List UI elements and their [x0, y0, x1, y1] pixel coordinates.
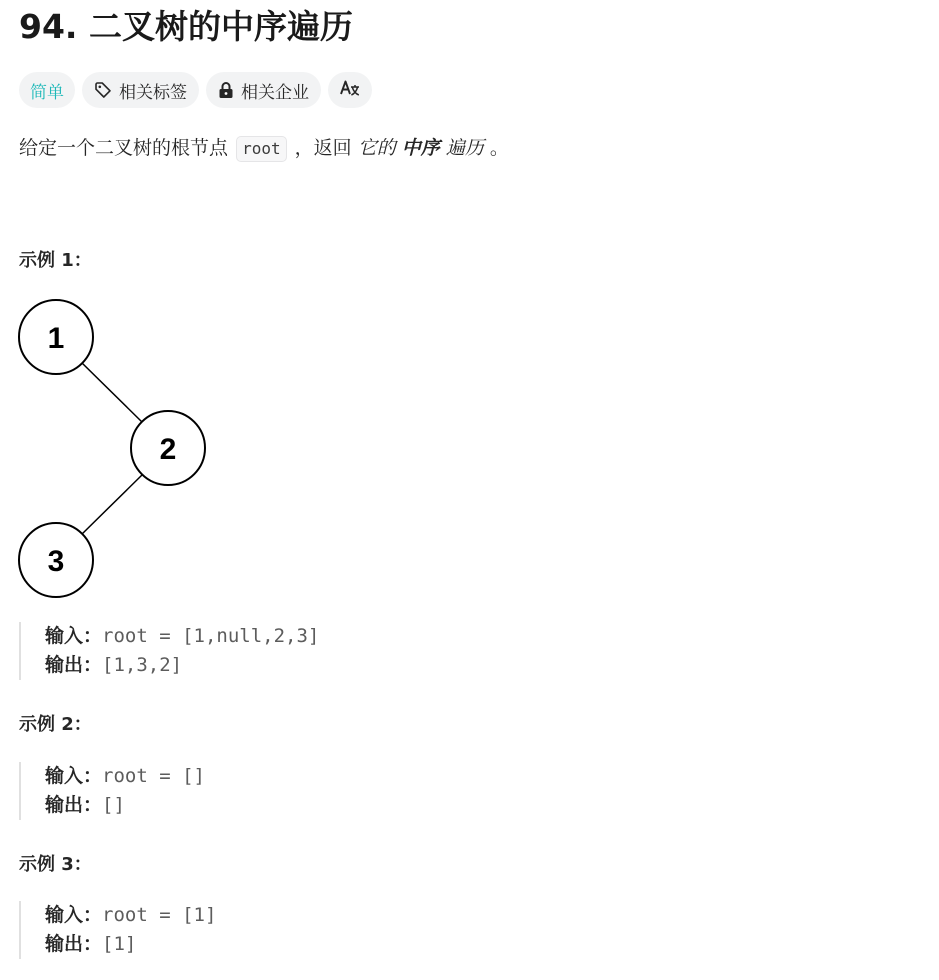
output-value: []: [102, 794, 125, 816]
input-label: 输入：: [45, 625, 103, 647]
desc-italic-2: 遍历: [445, 137, 484, 159]
example-3-title: 示例 3：: [19, 854, 92, 875]
tag-bar: [19, 72, 372, 108]
example-3-output-line: [45, 930, 216, 959]
input-value: root = [1]: [102, 904, 217, 926]
tree-node-3-label: 3: [47, 545, 65, 578]
output-value: [1]: [102, 933, 137, 955]
related-tags-label: 相关标签: [119, 82, 187, 103]
desc-prefix: 给定一个二叉树的根节点: [19, 137, 229, 159]
example-2-block: [19, 762, 205, 820]
output-label: 输出：: [45, 654, 103, 676]
example-1-input-line: [45, 622, 319, 651]
tree-edge-2-3: [80, 474, 143, 536]
difficulty-badge[interactable]: [19, 72, 75, 108]
input-label: 输入：: [45, 904, 103, 926]
example-2-output-line: [45, 791, 205, 820]
tree-node-1-label: 1: [47, 322, 65, 355]
input-label: 输入：: [45, 765, 103, 787]
example-2-title: 示例 2：: [19, 714, 92, 735]
tree-edge-1-2: [80, 361, 143, 423]
problem-title: 94. 二叉树的中序遍历: [19, 7, 353, 46]
input-value: root = []: [102, 765, 205, 787]
example-1-title: 示例 1：: [19, 250, 92, 271]
example-1-block: [19, 622, 319, 680]
desc-bold: 中序: [401, 137, 440, 159]
input-value: root = [1,null,2,3]: [102, 625, 320, 647]
difficulty-label: 简单: [30, 82, 64, 103]
output-value: [1,3,2]: [102, 654, 183, 676]
lock-icon: [218, 81, 234, 99]
example-1-tree-image: [16, 296, 216, 606]
tag-icon: [94, 81, 112, 99]
inline-code-root: root: [236, 136, 287, 162]
example-1-output-line: [45, 651, 319, 680]
related-tags-button[interactable]: [82, 72, 199, 108]
related-companies-label: 相关企业: [241, 82, 309, 103]
example-3-input-line: [45, 901, 216, 930]
tree-node-2-label: 2: [159, 433, 177, 466]
output-label: 输出：: [45, 933, 103, 955]
desc-suffix: 。: [489, 137, 509, 159]
example-3-block: [19, 901, 216, 959]
output-label: 输出：: [45, 794, 103, 816]
related-companies-button[interactable]: [206, 72, 321, 108]
desc-middle: ，返回: [294, 137, 352, 159]
desc-italic-1: 它的: [357, 137, 396, 159]
translate-button[interactable]: [328, 72, 372, 108]
problem-description: [19, 133, 509, 163]
example-2-input-line: [45, 762, 205, 791]
translate-icon: [340, 79, 360, 101]
